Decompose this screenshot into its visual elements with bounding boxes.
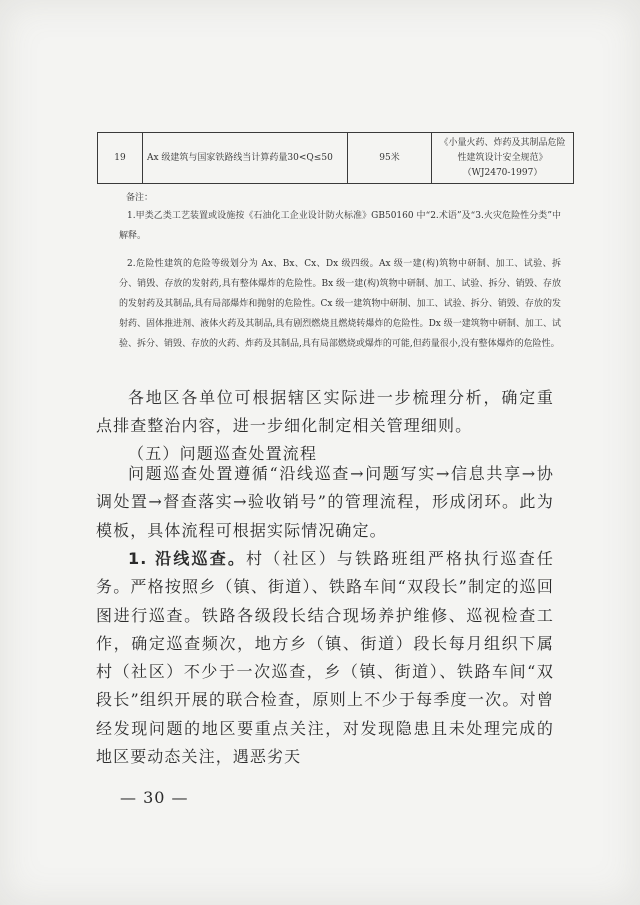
page-number: — 30 — [120,788,189,807]
paragraph-2-text: 问题巡查处置遵循“沿线巡查→问题写实→信息共享→协调处置→督查落实→验收销号”的管理流程，形成闭环。此为模板，具体流程可根据实际情况确定。 [96,464,554,540]
paragraph-1: 各地区各单位可根据辖区实际进一步梳理分析，确定重点排查整治内容，进一步细化制定相关管理细则。 [96,388,554,436]
note-2: 2.危险性建筑的危险等级划分为 Ax、Bx、Cx、Dx 级四级。Ax 级一建(构)筑物中研制、加工、试验、拆分、销毁、存放的发射药,具有整体爆炸的危险性。Bx 级一建(构)筑物中研制、加工、试验、拆分、销毁、存放的发射药及其制品,具有局部爆炸和抛射的危险性。Cx 级一建筑物中研制、加工、试验、拆分、销毁、存放的发射药、固体推进剂、液体火药及其制品,具有剧烈燃烧且燃烧转爆炸的危险性。Dx 级一建筑物中研制、加工、试验、拆分、销毁、存放的火药、炸药及其制品,具有局部燃烧或爆炸的可能,但药量很小,没有整体爆炸的危险性。 [119,259,561,349]
paragraph-3-text: 村（社区）与铁路班组严格执行巡查任务。严格按照乡（镇、街道）、铁路车间“双段长”制定的巡回图进行巡查。铁路各级段长结合现场养护维修、巡视检查工作，确定巡查频次，地方乡（镇、街道）段长每月组织下属村（社区）不少于一次巡查，乡（镇、街道）、铁路车间“双段长”组织开展的联合检查，原则上不少于每季度一次。对曾经发现问题的地区要重点关注，对发现隐患且未处理完成的地区要动态关注，遇恶劣天 [96,549,554,767]
row-number: 19 [98,133,143,184]
paragraph-3-lead: 1. 沿线巡查。 [128,549,247,568]
section-heading-5: （五）问题巡查处置流程 [128,444,318,463]
row-distance: 95米 [348,133,432,184]
paragraph-2 [96,460,554,545]
note-1: 1.甲类乙类工艺装置或设施按《石油化工企业设计防火标准》GB50160 中“2.术语”及“3.火灾危险性分类”中解释。 [119,211,561,241]
row-description: Ax 级建筑与国家铁路线当计算药量30<Q≤50 [143,133,348,184]
row-standard: 《小量火药、炸药及其制品危险性建筑设计安全规范》（WJ2470-1997） [432,133,574,184]
safety-distance-table [97,132,574,184]
paragraph-3 [96,545,554,771]
table-row [98,133,574,184]
notes-title: 备注： [126,193,154,203]
